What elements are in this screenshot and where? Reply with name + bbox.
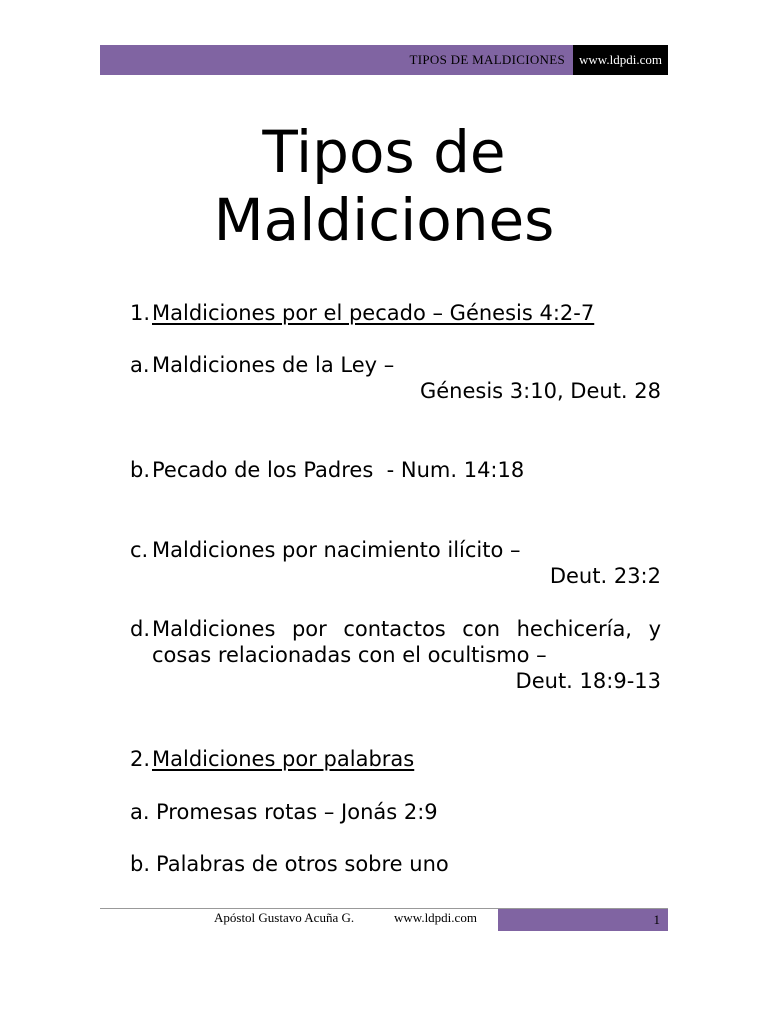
list-item-text: Maldiciones por nacimiento ilícito – <box>152 538 521 562</box>
list-item-text: Maldiciones de la Ley – <box>152 353 395 377</box>
list-marker: a. <box>130 353 150 377</box>
list-marker: 2. <box>130 747 151 771</box>
list-item-text: Promesas rotas – Jonás 2:9 <box>156 800 438 824</box>
page-header <box>100 45 668 75</box>
scripture-reference: Deut. 23:2 <box>549 564 661 588</box>
page-title <box>100 118 668 254</box>
list-marker: 1. <box>130 301 151 325</box>
page-title-line-1: Tipos de <box>262 118 506 186</box>
header-url: www.ldpdi.com <box>573 45 668 75</box>
list-item-text: Palabras de otros sobre uno <box>156 852 449 876</box>
page-title-line-2: Maldiciones <box>213 186 555 254</box>
section-1-title: Maldiciones por el pecado – Génesis 4:2-7 <box>152 301 595 325</box>
list-marker: a. <box>130 800 150 824</box>
list-marker: c. <box>130 538 149 562</box>
list-marker: b. <box>130 458 151 482</box>
scripture-reference: Deut. 18:9-13 <box>515 669 661 693</box>
footer-url: www.ldpdi.com <box>394 910 477 925</box>
list-marker: d. <box>130 617 151 641</box>
footer-author: Apóstol Gustavo Acuña G. <box>214 910 355 925</box>
header-title: TIPOS DE MALDICIONES <box>409 52 565 67</box>
list-item-text: Maldiciones por contactos con hechicería, y <box>152 617 661 641</box>
scripture-reference: Génesis 3:10, Deut. 28 <box>419 379 661 403</box>
footer-page-bar <box>498 909 668 931</box>
list-item-text: cosas relacionadas con el ocultismo – <box>152 643 547 667</box>
section-2-title: Maldiciones por palabras <box>152 747 415 771</box>
list-item-text: Pecado de los Padres - Num. 14:18 <box>152 458 525 482</box>
list-marker: b. <box>130 852 151 876</box>
page-number: 1 <box>653 912 660 927</box>
